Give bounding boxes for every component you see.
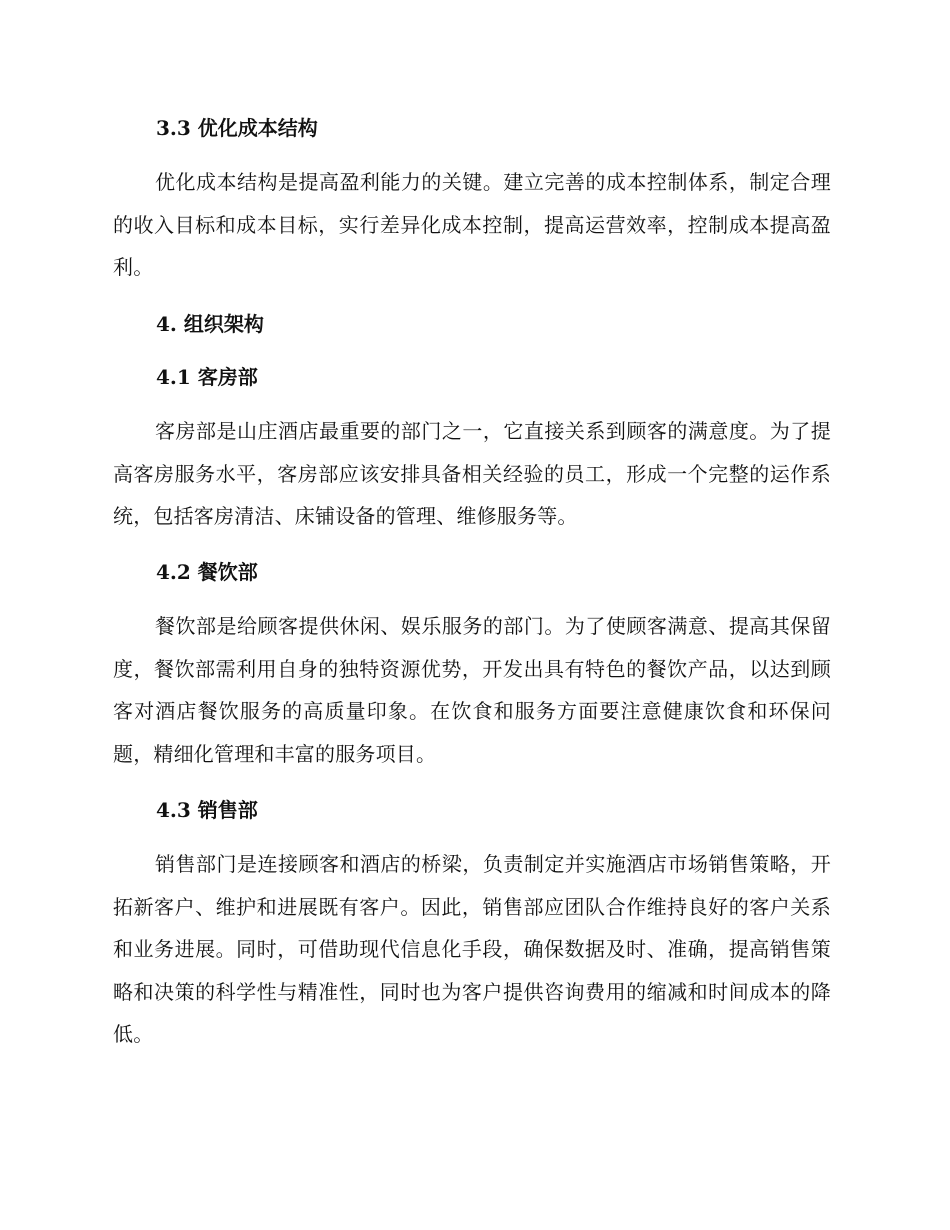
section-heading-4-3: 4.3 销售部 — [156, 798, 258, 822]
section-heading-3-3: 3.3 优化成本结构 — [156, 116, 318, 140]
section-paragraph-3-3: 优化成本结构是提高盈利能力的关键。建立完善的成本控制体系，制定合理的收入目标和成本目标，实行差异化成本控制，提高运营效率，控制成本提高盈利。 — [113, 170, 831, 279]
section-paragraph-4-1: 客房部是山庄酒店最重要的部门之一，它直接关系到顾客的满意度。为了提高客房服务水平，客房部应该安排具备相关经验的员工，形成一个完整的运作系统，包括客房清洁、床铺设备的管理、维修服务等。 — [113, 419, 831, 528]
section-heading-4-2: 4.2 餐饮部 — [156, 560, 258, 584]
section-heading-4: 4. 组织架构 — [156, 312, 264, 336]
section-heading-4-1: 4.1 客房部 — [156, 365, 258, 389]
section-paragraph-4-3: 销售部门是连接顾客和酒店的桥梁，负责制定并实施酒店市场销售策略，开拓新客户、维护和进展既有客户。因此，销售部应团队合作维持良好的客户关系和业务进展。同时，可借助现代信息化手段，确保数据及时、准确，提高销售策略和决策的科学性与精准性，同时也为客户提供咨询费用的缩减和时间成本的降低。 — [113, 852, 831, 1046]
section-paragraph-4-2: 餐饮部是给顾客提供休闲、娱乐服务的部门。为了使顾客满意、提高其保留度，餐饮部需利用自身的独特资源优势，开发出具有特色的餐饮产品，以达到顾客对酒店餐饮服务的高质量印象。在饮食和服务方面要注意健康饮食和环保问题，精细化管理和丰富的服务项目。 — [113, 614, 831, 766]
